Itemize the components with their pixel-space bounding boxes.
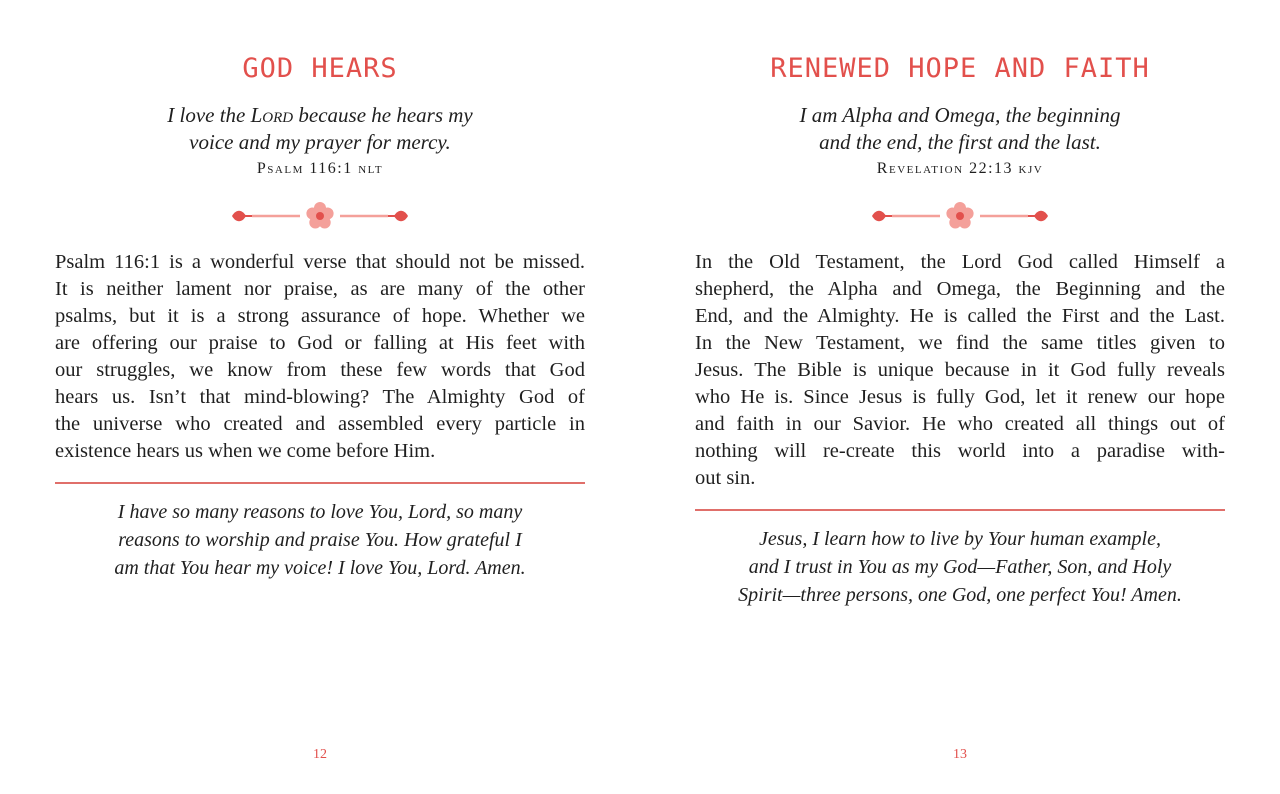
body-line: It is neither lament nor praise, as are many of the other [55,278,585,300]
prayer-line: I have so many reasons to love You, Lord, so many [117,501,523,523]
floral-divider-icon [870,200,1050,232]
body-line: In the Old Testament, the Lord God called Himself a [695,251,1225,273]
scripture-verse [695,102,1225,156]
verse-line: voice and my prayer for mercy. [189,130,451,154]
prayer-line: am that You hear my voice! I love You, Lord. Amen. [114,557,526,579]
body-line: shepherd, the Alpha and Omega, the Beginning and the [695,278,1225,300]
body-line: psalms, but it is a strong assurance of hope. Whether we [55,305,585,327]
section-divider [55,482,585,484]
prayer-line: and I trust in You as my God—Father, Son, and Holy [748,556,1172,578]
body-line: Psalm 116:1 is a wonderful verse that should not be missed. [55,251,585,273]
body-line: and faith in our Savior. He who created all things out of [695,413,1225,435]
body-line: out sin. [695,467,756,489]
floral-divider-icon [230,200,410,232]
left-page [55,0,585,794]
page-number: 12 [313,747,327,762]
verse-line: and the end, the first and the last. [819,130,1101,154]
body-line: our struggles, we know from these few words that God [55,359,585,381]
scripture-reference: Revelation 22:13 kjv [876,160,1044,177]
body-line: End, and the Almighty. He is called the First and the Last. [695,305,1225,327]
prayer-line: Jesus, I learn how to live by Your human example, [759,528,1161,550]
devotional-body [55,249,585,465]
prayer-text [55,498,585,582]
prayer-text [695,525,1225,609]
devotional-body [695,249,1225,492]
verse-line: I am Alpha and Omega, the beginning [799,103,1121,127]
scripture-verse [55,102,585,156]
body-line: who He is. Since Jesus is fully God, let it renew our hope [695,386,1225,408]
page-number: 13 [953,747,967,762]
body-line: the universe who created and assembled every particle in [55,413,585,435]
section-divider [695,509,1225,511]
page-title: GOD HEARS [242,53,398,84]
verse-line: I love the Lord because he hears my [167,103,473,127]
prayer-line: reasons to worship and praise You. How grateful I [118,529,522,551]
scripture-reference: Psalm 116:1 nlt [256,160,384,177]
right-page [695,0,1225,794]
body-line: hears us. Isn’t that mind-blowing? The Almighty God of [55,386,585,408]
body-line: Jesus. The Bible is unique because in it God fully reveals [695,359,1225,381]
body-line: existence hears us when we come before Him. [55,440,436,462]
body-line: are offering our praise to God or falling at His feet with [55,332,585,354]
body-line: nothing will re-create this world into a paradise with- [695,440,1225,462]
prayer-line: Spirit—three persons, one God, one perfect You! Amen. [738,584,1182,606]
page-title: RENEWED HOPE AND FAITH [770,53,1150,84]
body-line: In the New Testament, we find the same titles given to [695,332,1225,354]
